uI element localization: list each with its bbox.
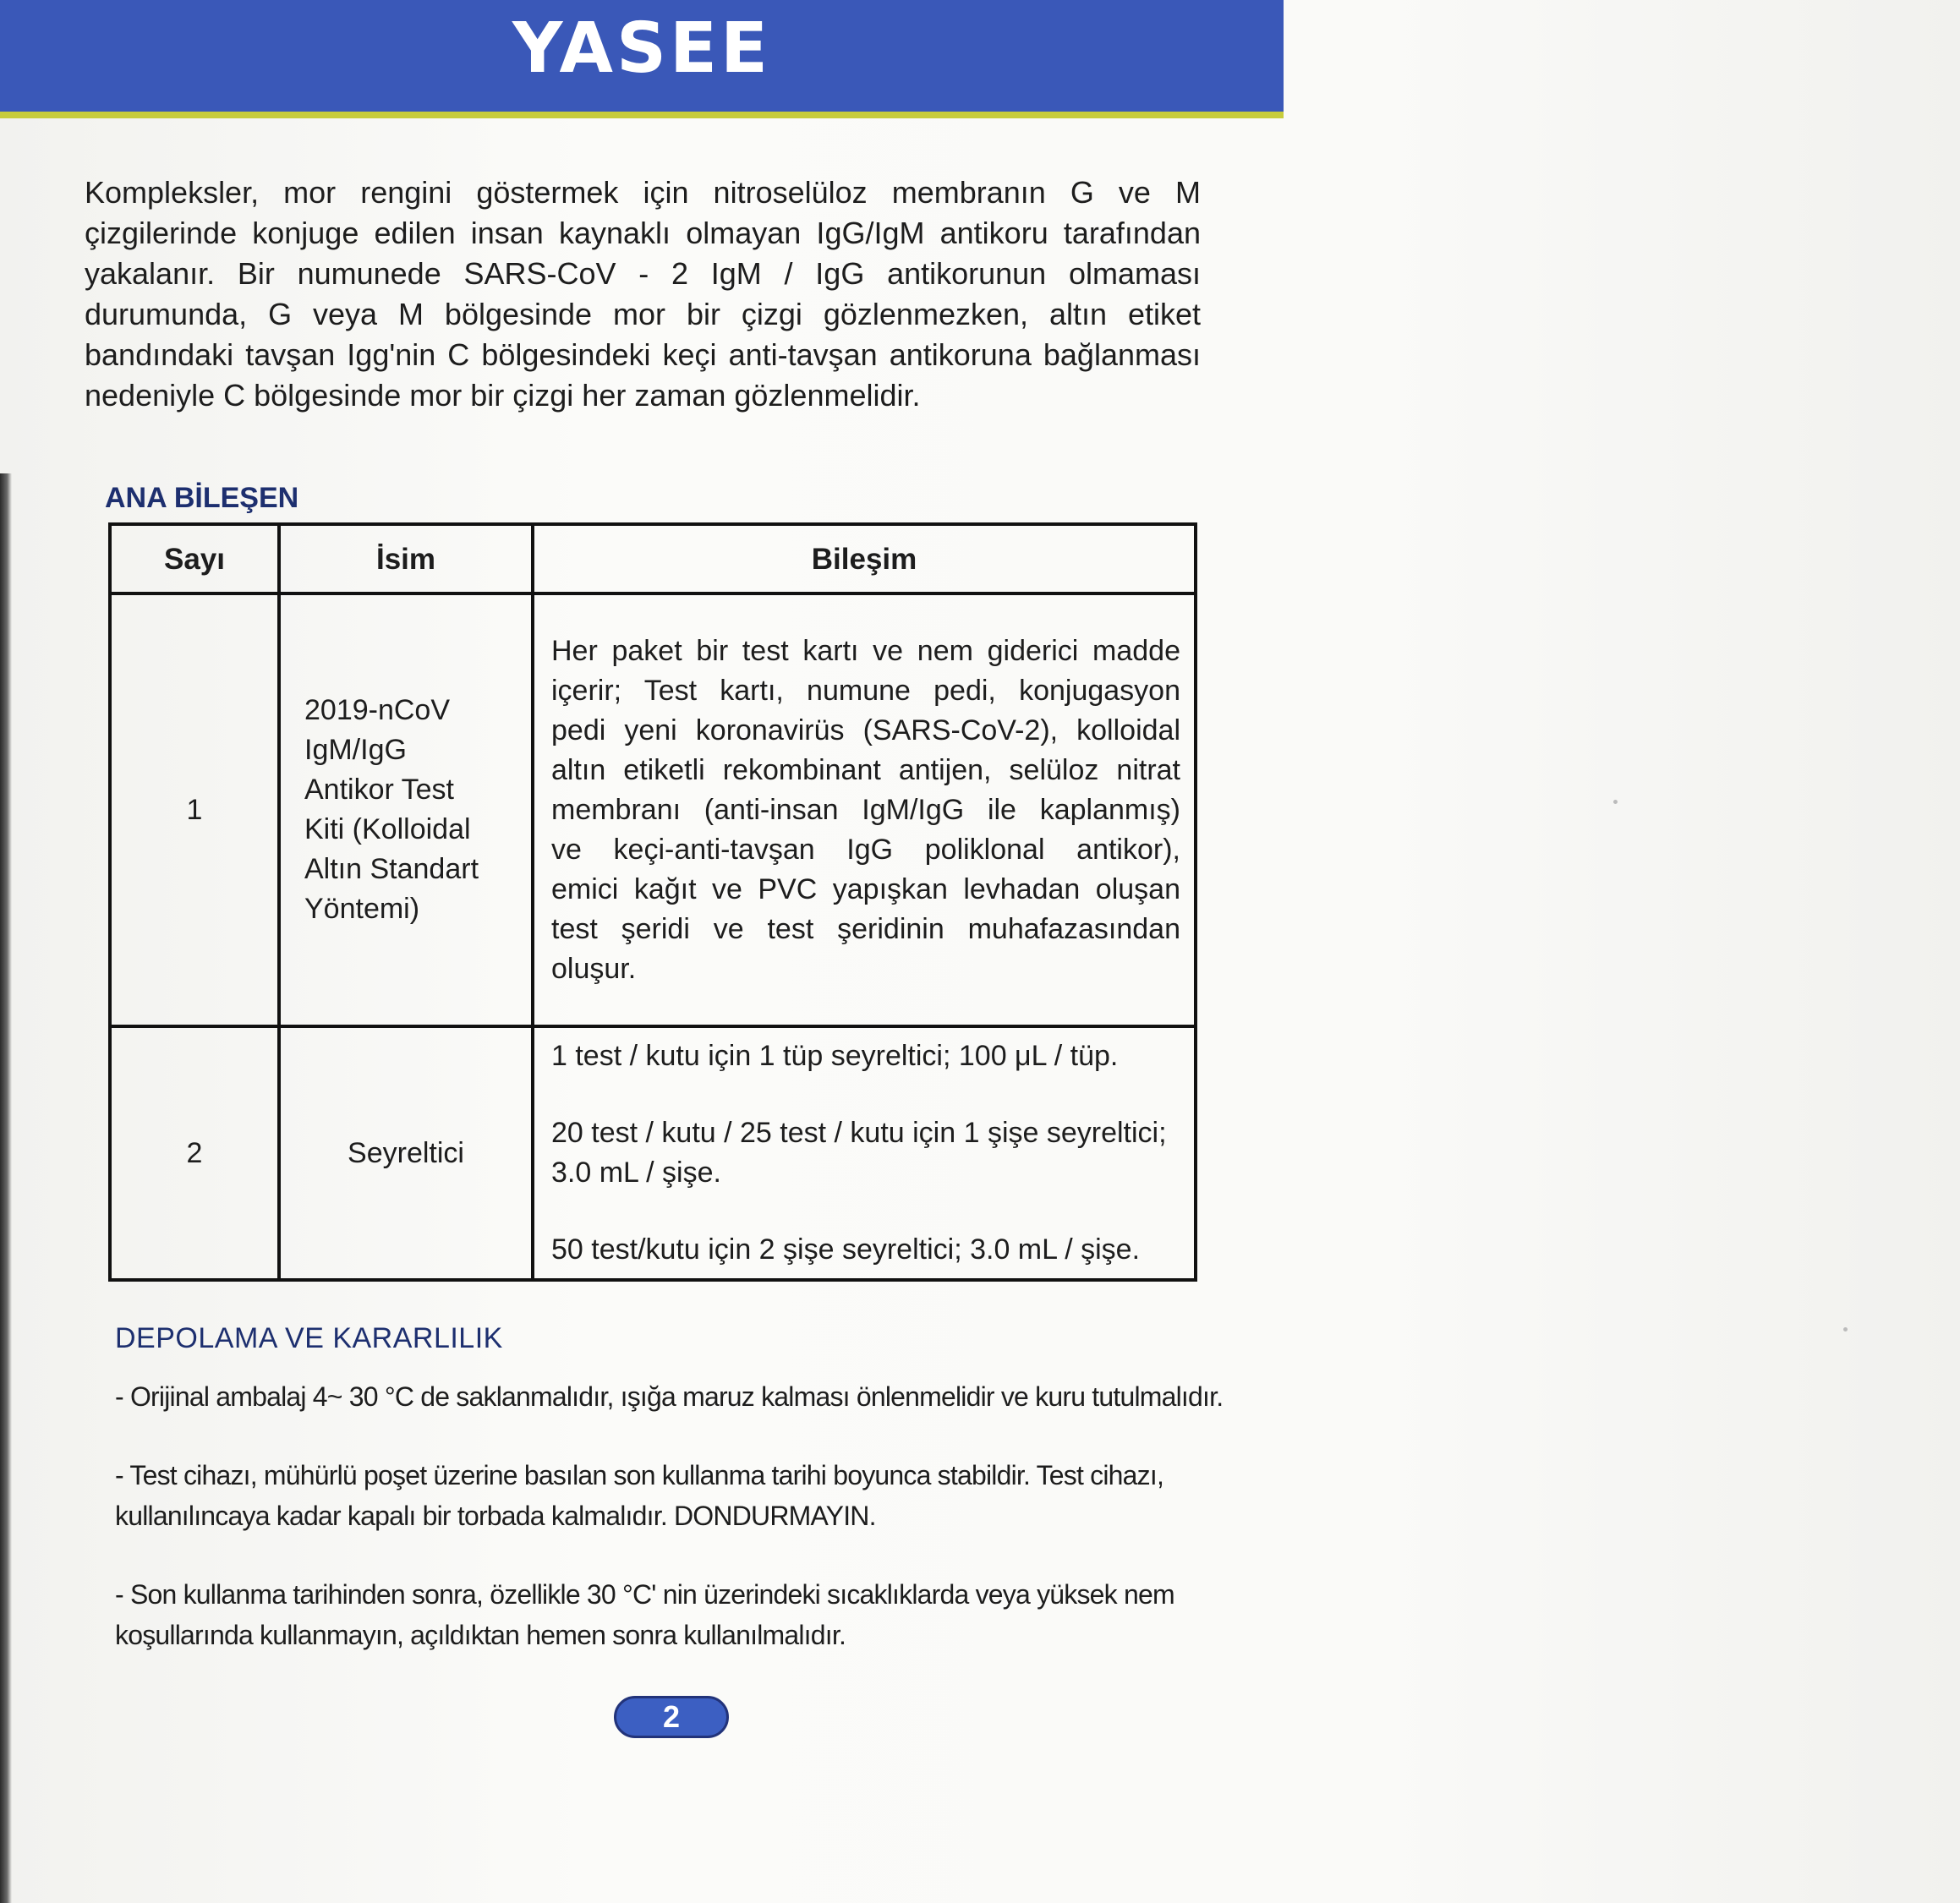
storage-section [115, 1376, 1240, 1693]
cell-composition [533, 1026, 1196, 1280]
components-table [108, 522, 1197, 1282]
storage-paragraph [115, 1376, 1240, 1417]
storage-paragraph [115, 1455, 1240, 1536]
intro-line: durumunda, G veya M bölgesinde mor bir çizgi gözlenmezken, altın etiket [85, 297, 1201, 331]
storage-paragraph [115, 1574, 1240, 1655]
composition-line: test şeridi ve test şeridinin muhafazasından [551, 912, 1180, 945]
storage-line: - Son kullanma tarihinden sonra, özellikle 30 °C' nin üzerindeki sıcaklıklarda veya yüksek nem [115, 1579, 1174, 1610]
storage-line: kullanılıncaya kadar kapalı bir torbada kalmalıdır. DONDURMAYIN. [115, 1501, 876, 1531]
name-line: Altın Standart [304, 853, 479, 885]
name-line: Antikor Test [304, 774, 455, 806]
page-number-badge: 2 [614, 1696, 729, 1738]
intro-paragraph [85, 172, 1201, 416]
name-line: 2019-nCoV [304, 694, 451, 726]
header-composition: Bileşim [533, 524, 1196, 593]
speck [1613, 800, 1618, 804]
cell-name: Seyreltici [279, 1026, 533, 1280]
composition-line: membranı (anti-insan IgM/IgG ile kaplanmış) [551, 793, 1180, 826]
header-name: İsim [279, 524, 533, 593]
composition-line: 1 test / kutu için 1 tüp seyreltici; 100 μL / tüp. [551, 1040, 1119, 1072]
intro-line: bandındaki tavşan Igg'nin C bölgesindeki keçi anti-tavşan antikoruna bağlanması [85, 337, 1201, 372]
cell-no: 2 [110, 1026, 279, 1280]
speck [1843, 1327, 1848, 1332]
composition-line: ve keçi-anti-tavşan IgG poliklonal antikor), [551, 833, 1180, 866]
brand-logo: YASEE [512, 8, 772, 89]
name-line: Yöntemi) [304, 893, 420, 925]
storage-line: - Test cihazı, mühürlü poşet üzerine basılan son kullanma tarihi boyunca stabildir. Test cihazı, [115, 1460, 1164, 1490]
name-line: IgM/IgG [304, 734, 407, 766]
intro-line: nedeniyle C bölgesinde mor bir çizgi her zaman gözlenmelidir. [85, 378, 921, 413]
storage-title: DEPOLAMA VE KARARLILIK [115, 1322, 503, 1354]
composition-line: oluşur. [551, 952, 637, 985]
composition-line: 20 test / kutu / 25 test / kutu için 1 şişe seyreltici; [551, 1117, 1167, 1149]
paragraph-gap [551, 1076, 1180, 1113]
intro-line: Kompleksler, mor rengini göstermek için nitroselüloz membranın G ve M [85, 175, 1201, 210]
paragraph-gap [551, 1193, 1180, 1230]
composition-line: içerir; Test kartı, numune pedi, konjugasyon [551, 674, 1180, 707]
components-title: ANA BİLEŞEN [105, 482, 299, 514]
header-band [0, 0, 1284, 118]
composition-line: emici kağıt ve PVC yapışkan levhadan oluşan [551, 872, 1180, 905]
storage-line: koşullarında kullanmayın, açıldıktan hemen sonra kullanılmalıdır. [115, 1620, 846, 1650]
intro-line: çizgilerinde konjuge edilen insan kaynaklı olmayan IgG/IgM antikoru tarafından [85, 216, 1201, 250]
composition-line: Her paket bir test kartı ve nem giderici madde [551, 634, 1180, 667]
composition-line: altın etiketli rekombinant antijen, selüloz nitrat [551, 753, 1180, 786]
composition-line: 50 test/kutu için 2 şişe seyreltici; 3.0 mL / şişe. [551, 1233, 1141, 1266]
page-edge-shadow [0, 473, 12, 1903]
name-line: Kiti (Kolloidal [304, 813, 471, 845]
table-row [110, 1026, 1196, 1280]
composition-line: 3.0 mL / şişe. [551, 1157, 721, 1189]
header-no: Sayı [110, 524, 279, 593]
cell-name [279, 593, 533, 1026]
composition-line: pedi yeni koronavirüs (SARS-CoV-2), kolloidal [551, 714, 1180, 746]
cell-composition [533, 593, 1196, 1026]
table-header-row [110, 524, 1196, 593]
cell-no: 1 [110, 593, 279, 1026]
intro-line: yakalanır. Bir numunede SARS-CoV - 2 IgM / IgG antikorunun olmaması [85, 256, 1201, 291]
table-row [110, 593, 1196, 1026]
storage-line: - Orijinal ambalaj 4~ 30 °C de saklanmalıdır, ışığa maruz kalması önlenmelidir ve kuru tutulmalıdır. [115, 1381, 1224, 1412]
